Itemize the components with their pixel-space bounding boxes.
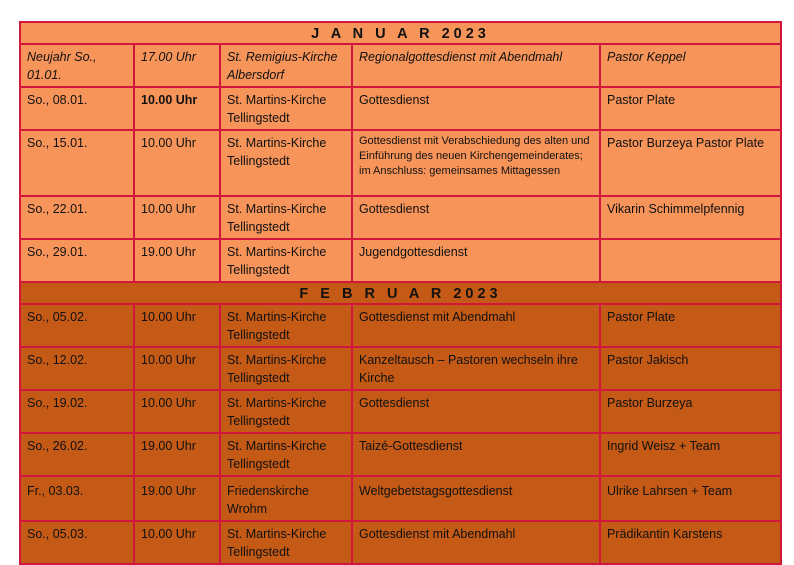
place-cell: St. Martins-Kirche Tellingstedt [220,304,352,347]
service-cell: Gottesdienst [352,196,600,239]
leader-cell: Ingrid Weisz + Team [600,433,781,476]
month-title: F E B R U A R 2023 [20,282,781,304]
date-cell: Fr., 03.03. [20,476,134,521]
schedule-table [19,21,782,565]
table-row [20,347,781,390]
service-cell: Regionalgottesdienst mit Abendmahl [352,44,600,87]
leader-cell: Pastor Plate [600,304,781,347]
time-cell: 10.00 Uhr [134,87,220,130]
place-cell: St. Remigius-Kirche Albersdorf [220,44,352,87]
leader-cell: Pastor Plate [600,87,781,130]
time-cell: 19.00 Uhr [134,476,220,521]
date-cell: So., 19.02. [20,390,134,433]
table-row [20,44,781,87]
place-cell: St. Martins-Kirche Tellingstedt [220,196,352,239]
leader-cell: Prädikantin Karstens [600,521,781,564]
date-cell: Neujahr So., 01.01. [20,44,134,87]
table-row [20,130,781,196]
table-row [20,87,781,130]
time-cell: 10.00 Uhr [134,304,220,347]
time-cell: 10.00 Uhr [134,390,220,433]
date-cell: So., 05.02. [20,304,134,347]
leader-cell: Ulrike Lahrsen + Team [600,476,781,521]
date-cell: So., 22.01. [20,196,134,239]
time-cell: 10.00 Uhr [134,196,220,239]
date-cell: So., 15.01. [20,130,134,196]
service-cell: Weltgebetstagsgottesdienst [352,476,600,521]
table-row [20,476,781,521]
date-cell: So., 05.03. [20,521,134,564]
date-cell: So., 26.02. [20,433,134,476]
month-header-february [20,282,781,304]
time-cell: 19.00 Uhr [134,239,220,282]
time-cell: 10.00 Uhr [134,521,220,564]
service-schedule [19,21,780,565]
service-cell: Gottesdienst mit Abendmahl [352,304,600,347]
place-cell: St. Martins-Kirche Tellingstedt [220,347,352,390]
service-cell: Gottesdienst [352,390,600,433]
table-row [20,433,781,476]
month-header-january [20,22,781,44]
table-row [20,390,781,433]
place-cell: St. Martins-Kirche Tellingstedt [220,433,352,476]
place-cell: St. Martins-Kirche Tellingstedt [220,130,352,196]
service-cell: Kanzeltausch – Pastoren wechseln ihre Kirche [352,347,600,390]
service-cell: Jugendgottesdienst [352,239,600,282]
leader-cell: Pastor Burzeya [600,390,781,433]
time-cell: 17.00 Uhr [134,44,220,87]
place-cell: St. Martins-Kirche Tellingstedt [220,87,352,130]
table-row [20,239,781,282]
table-row [20,196,781,239]
time-cell: 19.00 Uhr [134,433,220,476]
service-cell: Taizé-Gottesdienst [352,433,600,476]
service-cell: Gottesdienst [352,87,600,130]
date-cell: So., 08.01. [20,87,134,130]
table-row [20,521,781,564]
date-cell: So., 29.01. [20,239,134,282]
time-cell: 10.00 Uhr [134,130,220,196]
place-cell: St. Martins-Kirche Tellingstedt [220,390,352,433]
leader-cell: Pastor Burzeya Pastor Plate [600,130,781,196]
place-cell: Friedenskirche Wrohm [220,476,352,521]
month-title: J A N U A R 2023 [20,22,781,44]
time-cell: 10.00 Uhr [134,347,220,390]
date-cell: So., 12.02. [20,347,134,390]
place-cell: St. Martins-Kirche Tellingstedt [220,239,352,282]
leader-cell: Vikarin Schimmelpfennig [600,196,781,239]
service-cell: Gottesdienst mit Abendmahl [352,521,600,564]
place-cell: St. Martins-Kirche Tellingstedt [220,521,352,564]
leader-cell: Pastor Keppel [600,44,781,87]
leader-cell: Pastor Jakisch [600,347,781,390]
service-cell: Gottesdienst mit Verabschiedung des alten und Einführung des neuen Kirchengemeinderates; im Anschluss: gemeinsames Mittagessen [352,130,600,196]
table-row [20,304,781,347]
leader-cell [600,239,781,282]
